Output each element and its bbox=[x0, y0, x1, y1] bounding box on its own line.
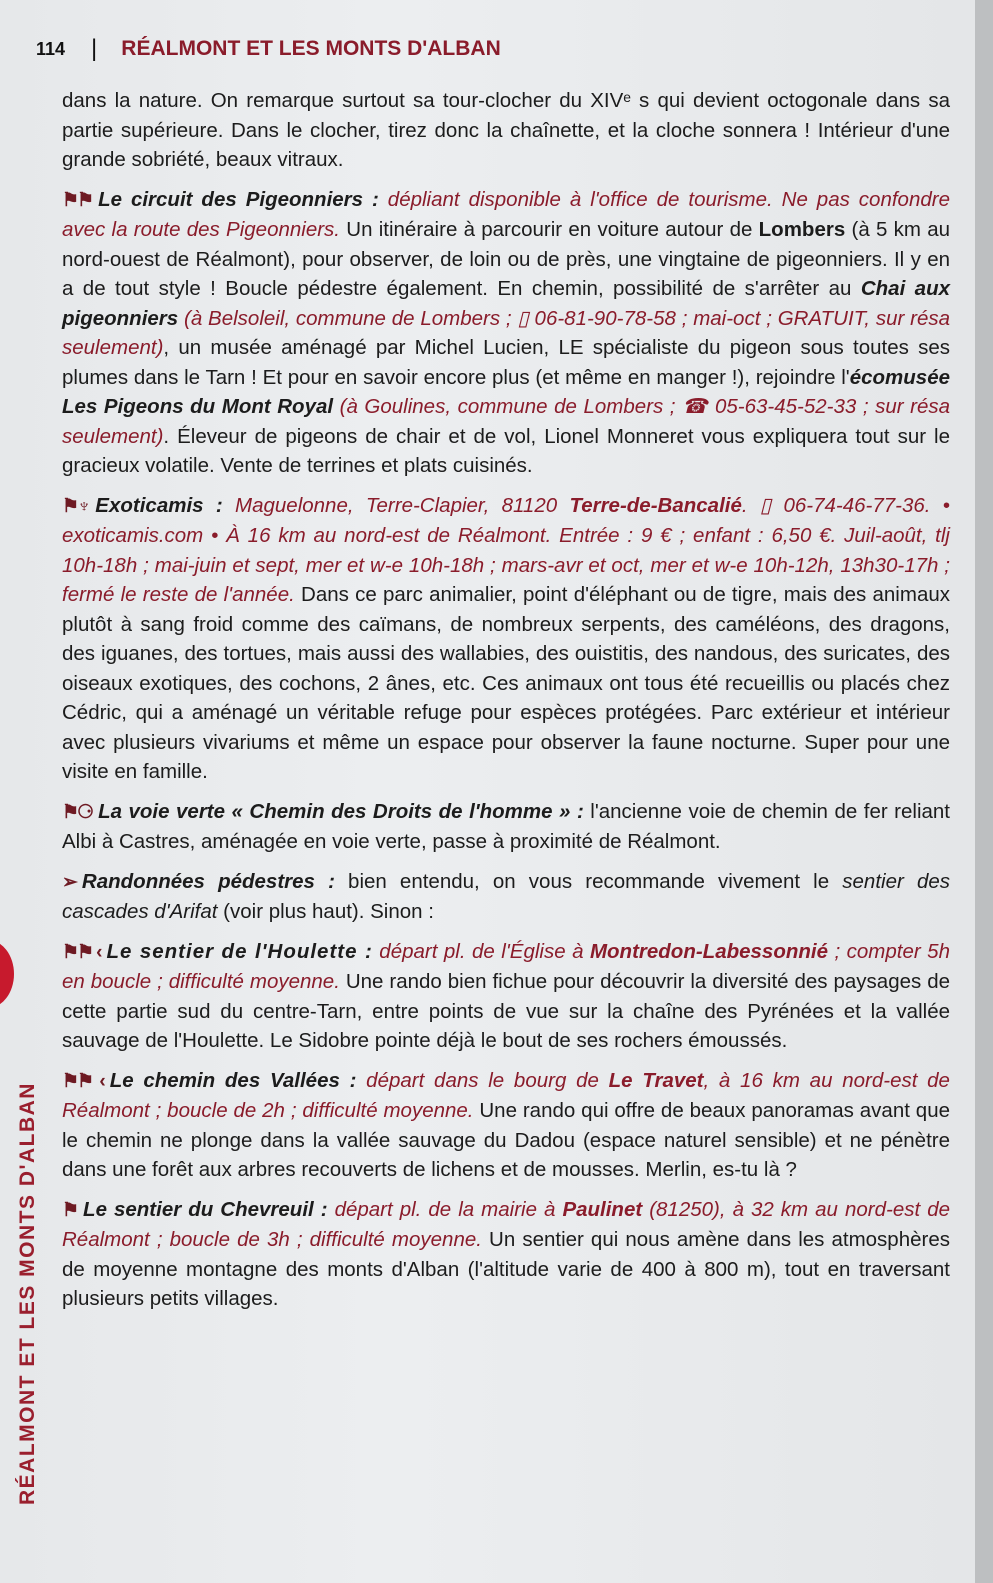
entry-title: La voie verte « Chemin des Droits de l'homme » : bbox=[98, 799, 584, 823]
entry-voie-verte: ⚑⚆ La voie verte « Chemin des Droits de l'homme » : l'ancienne voie de chemin de fer reliant Albi à Castres, aménagée en voie verte, passe à proximité de Réalmont. bbox=[62, 799, 951, 853]
entry-title: Le circuit des Pigeonniers : bbox=[98, 187, 379, 211]
animal-icon: ⚑♆ bbox=[62, 495, 90, 517]
place-name: Lombers bbox=[758, 218, 846, 241]
intro-paragraph: dans la nature. On remarque surtout sa tour-clocher du XIVᵉ s qui devient octogonale dans sa partie supérieure. Dans le clocher, tirez donc la chaînette, et la cloche sonnera ! Intérieur d'une grande sobriété, beaux vitraux. bbox=[62, 89, 950, 171]
entry-title: Le sentier de l'Houlette : bbox=[106, 939, 373, 963]
entry-title: Le sentier du Chevreuil : bbox=[83, 1197, 328, 1221]
place-name: Le Travet bbox=[608, 1068, 704, 1092]
hiking-icon: ⚑ bbox=[62, 1199, 78, 1221]
arrow-icon: ➢ bbox=[62, 871, 76, 893]
place-name: Montredon-Labessonnié bbox=[589, 939, 828, 963]
entry-houlette: ⚑⚑ ‹ Le sentier de l'Houlette : départ pl. de l'Église à Montredon-Labessonnié ; compter 5h en boucle ; difficulté moyenne. Une rando bien fichue pour découvrir la diversité des paysages de cette partie sud du centre-Tarn, entre points de vue sur la chaîne des Pyrénées et la vallée sauvage de l'Houlette. Le Sidobre pointe déjà le bout de ses rochers émoussés. bbox=[62, 939, 950, 1052]
entry-exoticamis: ⚑♆ Exoticamis : Maguelonne, Terre-Clapier, 81120 Terre-de-Bancalié. ▯ 06-74-46-77-36. • exoticamis.com • À 16 km au nord-est de Réalmont. Entrée : 9 € ; enfant : 6,50 €. Juil-août, tlj 10h-18h ; mai-juin et sept, mer et w-e 10h-18h ; mars-avr et oct, mer et w-e 10h-12h, 13h30-17h ; fermé le reste de l'année. Dans ce parc animalier, point d'éléphant ou de tigre, mais des animaux plutôt à sang froid comme des caïmans, de nombreux serpents, des caméléons, des dragons, des iguanes, des tortues, mais aussi des wallabies, des ouistitis, des nandous, des suricates, des oiseaux exotiques, des cochons, 2 ânes, etc. Ces animaux ont tous été recueillis ou placés chez Cédric, qui a aménagé un véritable refuge pour espèces protégées. Parc extérieur et intérieur avec plusieurs vivariums et même un espace pour observer la faune nocturne. Super pour une visite en famille. bbox=[62, 493, 950, 783]
place-name: Chai aux pigeonniers bbox=[62, 277, 950, 330]
hiking-icon: ⚑⚑ ‹ bbox=[62, 1070, 104, 1092]
place-name: Terre-de-Bancalié bbox=[569, 493, 742, 517]
page-number: 114 bbox=[36, 38, 66, 59]
page-header bbox=[36, 34, 501, 64]
phone-icon: ▯ bbox=[517, 306, 529, 330]
entry-randonnees: ➢ Randonnées pédestres : bien entendu, on vous recommande vivement le sentier des cascades d'Arifat (voir plus haut). Sinon : bbox=[62, 869, 950, 923]
page-content bbox=[62, 86, 950, 1324]
entry-pigeonniers: ⚑⚑ Le circuit des Pigeonniers : dépliant disponible à l'office de tourisme. Ne pas confondre avec la route des Pigeonniers. Un itinéraire à parcourir en voiture autour de Lombers (à 5 km au nord-ouest de Réalmont), pour observer, de loin ou de près, une vingtaine de pigeonniers. Il y en a de tout style ! Boucle pédestre également. En chemin, possibilité de s'arrêter au Chai aux pigeonniers (à Belsoleil, commune de Lombers ; ▯ 06-81-90-78-58 ; mai-oct ; GRATUIT, sur résa seulement), un musée aménagé par Michel Lucien, LE spécialiste du pigeon sous toutes ses plumes dans le Tarn ! Et pour en savoir encore plus (et même en manger !), rejoindre l'écomusée Les Pigeons du Mont Royal (à Goulines, commune de Lombers ; ☎ 05-63-45-52-33 ; sur résa seulement). Éleveur de pigeons de chair et de vol, Lionel Monneret vous expliquera tout sur le gracieux volatile. Vente de terrines et plats cuisinés. bbox=[62, 187, 950, 477]
entry-title: Exoticamis : bbox=[95, 493, 223, 517]
hiking-icon: ⚑⚑ ‹ bbox=[62, 941, 101, 963]
section-tab-marker bbox=[0, 940, 14, 1008]
place-name: écomusée Les Pigeons du Mont Royal bbox=[62, 365, 950, 418]
side-chapter-label: RÉALMONT ET LES MONTS D'ALBAN bbox=[16, 1082, 39, 1505]
entry-chevreuil: ⚑ Le sentier du Chevreuil : départ pl. de la mairie à Paulinet (81250), à 32 km au nord-est de Réalmont ; boucle de 3h ; difficulté moyenne. Un sentier qui nous amène dans les atmosphères de moyenne montagne des monts d'Alban (l'altitude varie de 400 à 800 m), tout en traversant plusieurs petits villages. bbox=[62, 1197, 950, 1310]
binoculars-icon: ⚑⚑ bbox=[62, 189, 93, 211]
place-name: Paulinet bbox=[562, 1197, 643, 1221]
bike-icon: ⚑⚆ bbox=[62, 801, 93, 823]
entry-title: Randonnées pédestres : bbox=[81, 869, 335, 893]
entry-vallees: ⚑⚑ ‹ Le chemin des Vallées : départ dans le bourg de Le Travet, à 16 km au nord-est de Réalmont ; boucle de 2h ; difficulté moyenne. Une rando qui offre de beaux panoramas avant que le chemin ne plonge dans la vallée sauvage du Dadou (espace naturel sensible) et ne pénètre dans une forêt aux arbres recouverts de lichens et de mousses. Merlin, es-tu là ? bbox=[62, 1068, 950, 1181]
header-separator: | bbox=[91, 35, 98, 62]
entry-title: Le chemin des Vallées : bbox=[109, 1068, 357, 1092]
chapter-title: RÉALMONT ET LES MONTS D'ALBAN bbox=[121, 37, 501, 60]
